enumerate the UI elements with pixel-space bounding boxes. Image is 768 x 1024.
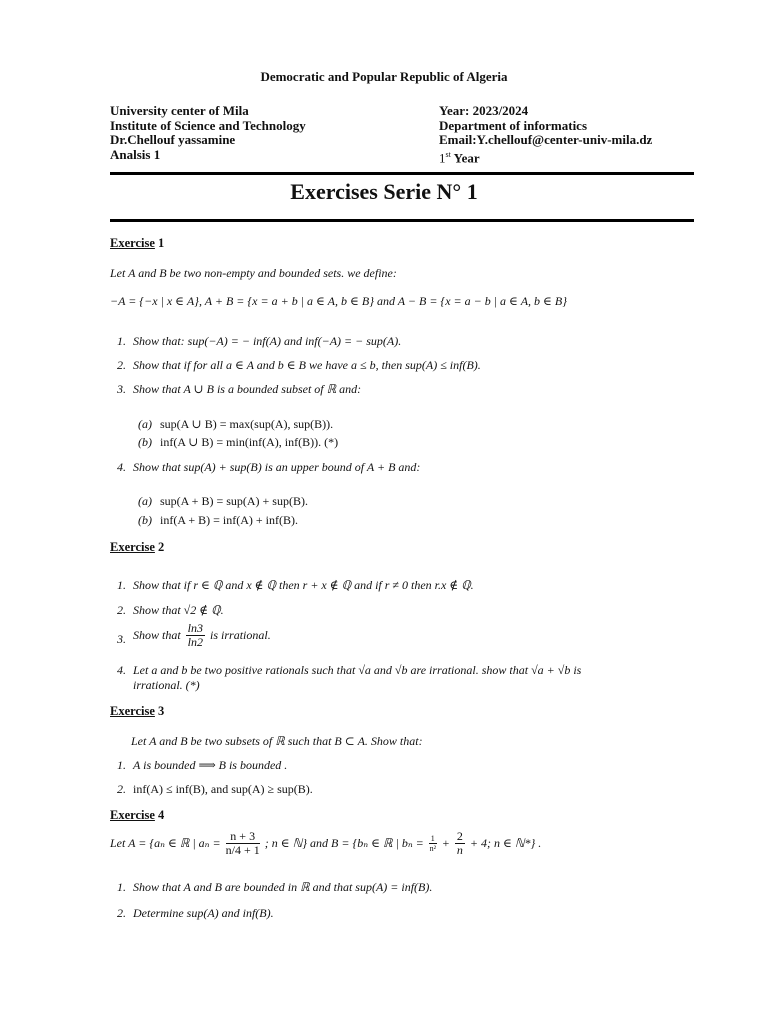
country-heading: Democratic and Popular Republic of Algeria	[260, 69, 508, 84]
item-number: 2.	[117, 782, 126, 796]
exercise-1-question-2: Show that if for all a ∈ A and b ∈ B we have a ≤ b, then sup(A) ≤ inf(B).	[133, 358, 481, 372]
department-name: Department of informatics	[439, 117, 588, 133]
exercise-4-definition: Let A = {aₙ ∈ ℝ | aₙ = $\frac{n + 3}{n/4 + 1}$ ; n ∈ ℕ} and B = {bₙ ∈ ℝ | bₙ = $\frac{1}{\text{n²}}$ + $\frac{2}{n}$ + 4; n ∈ ℕ*} .	[110, 829, 542, 857]
exercise-2-question-4-line-1: Let a and b be two positive rationals such that √a and √b are irrational. show that √a + √b is	[133, 663, 582, 677]
university-name: University center of Mila	[110, 103, 249, 118]
exercise-1-question-3a: sup(A ∪ B) = max(sup(A), sup(B)).	[160, 417, 334, 431]
item-number: 1.	[117, 758, 126, 772]
sequence-b-fraction-1: $\frac{1}{\text{n²}}$	[429, 834, 436, 853]
header-right-block	[439, 104, 652, 165]
item-number: 2.	[117, 358, 126, 372]
sequence-a-fraction: $\frac{n + 3}{n/4 + 1}$	[225, 829, 260, 857]
exercise-2-question-3: Show that $\frac{\ln 3}{\ln 2}$ is irrational.	[133, 621, 271, 649]
exercise-2-question-1: Show that if r ∈ ℚ and x ∉ ℚ then r + x ∉ ℚ and if r ≠ 0 then r.x ∉ ℚ.	[133, 578, 474, 592]
log-ratio-fraction: $\frac{\ln 3}{\ln 2}$	[187, 621, 204, 649]
exercise-1-definitions: −A = {−x | x ∈ A}, A + B = {x = a + b | a ∈ A, b ∈ B} and A − B = {x = a − b | a ∈ A, b ∈ B}	[110, 294, 568, 308]
study-level: 1st Year	[439, 149, 480, 165]
sub-item-label: (a)	[138, 494, 152, 508]
exercise-3-intro: Let A and B be two subsets of ℝ such that B ⊂ A. Show that:	[131, 734, 423, 748]
item-number: 1.	[117, 334, 126, 348]
exercise-4-heading: Exercise 4	[110, 808, 165, 822]
sequence-b-fraction-2: $\frac{2}{n}$	[456, 829, 463, 857]
sub-item-label: (a)	[138, 417, 152, 431]
item-number: 1.	[117, 578, 126, 592]
exercise-4-question-1: Show that A and B are bounded in ℝ and that sup(A) = inf(B).	[133, 880, 433, 894]
exercise-3-question-2: inf(A) ≤ inf(B), and sup(A) ≥ sup(B).	[133, 782, 313, 796]
exercise-1-question-3b: inf(A ∪ B) = min(inf(A), inf(B)). (*)	[160, 435, 339, 449]
exercise-1-question-4b: inf(A + B) = inf(A) + inf(B).	[160, 513, 298, 527]
sub-item-label: (b)	[138, 435, 152, 449]
sub-item-label: (b)	[138, 513, 152, 527]
title-rule-bottom	[110, 219, 694, 222]
header-left-block	[110, 104, 306, 162]
course-name: Analsis 1	[110, 146, 161, 162]
contact-email: Email:Y.chellouf@center-univ-mila.dz	[439, 132, 653, 147]
item-number: 4.	[117, 663, 126, 677]
item-number: 2.	[117, 906, 126, 920]
title-rule-top	[110, 172, 694, 175]
exercise-3-heading: Exercise 3	[110, 704, 165, 718]
exercise-1-heading: Exercise 1	[110, 236, 165, 250]
item-number: 1.	[117, 880, 126, 894]
page-title: Exercises Serie N° 1	[290, 179, 478, 204]
exercise-2-heading: Exercise 2	[110, 540, 165, 554]
exercise-2-question-4-line-2: irrational. (*)	[133, 678, 200, 692]
academic-year: Year: 2023/2024	[439, 103, 529, 118]
teacher-name: Dr.Chellouf yassamine	[110, 132, 236, 147]
item-number: 3.	[117, 382, 126, 396]
item-number: 2.	[117, 603, 126, 617]
item-number: 4.	[117, 460, 126, 474]
exercise-1-question-4: Show that sup(A) + sup(B) is an upper bound of A + B and:	[133, 460, 421, 474]
exercise-3-question-1: A is bounded ⟹ B is bounded .	[133, 758, 288, 772]
exercise-1-question-1: Show that: sup(−A) = − inf(A) and inf(−A) = − sup(A).	[133, 334, 402, 348]
exercise-4-question-2: Determine sup(A) and inf(B).	[133, 906, 274, 920]
exercise-1-question-4a: sup(A + B) = sup(A) + sup(B).	[160, 494, 308, 508]
exercise-1-intro: Let A and B be two non-empty and bounded sets. we define:	[110, 266, 397, 280]
exercise-2-question-2: Show that √2 ∉ ℚ.	[133, 603, 224, 617]
institute-name: Institute of Science and Technology	[110, 117, 306, 133]
item-number: 3.	[117, 632, 126, 646]
exercise-1-question-3: Show that A ∪ B is a bounded subset of ℝ and:	[133, 382, 362, 396]
